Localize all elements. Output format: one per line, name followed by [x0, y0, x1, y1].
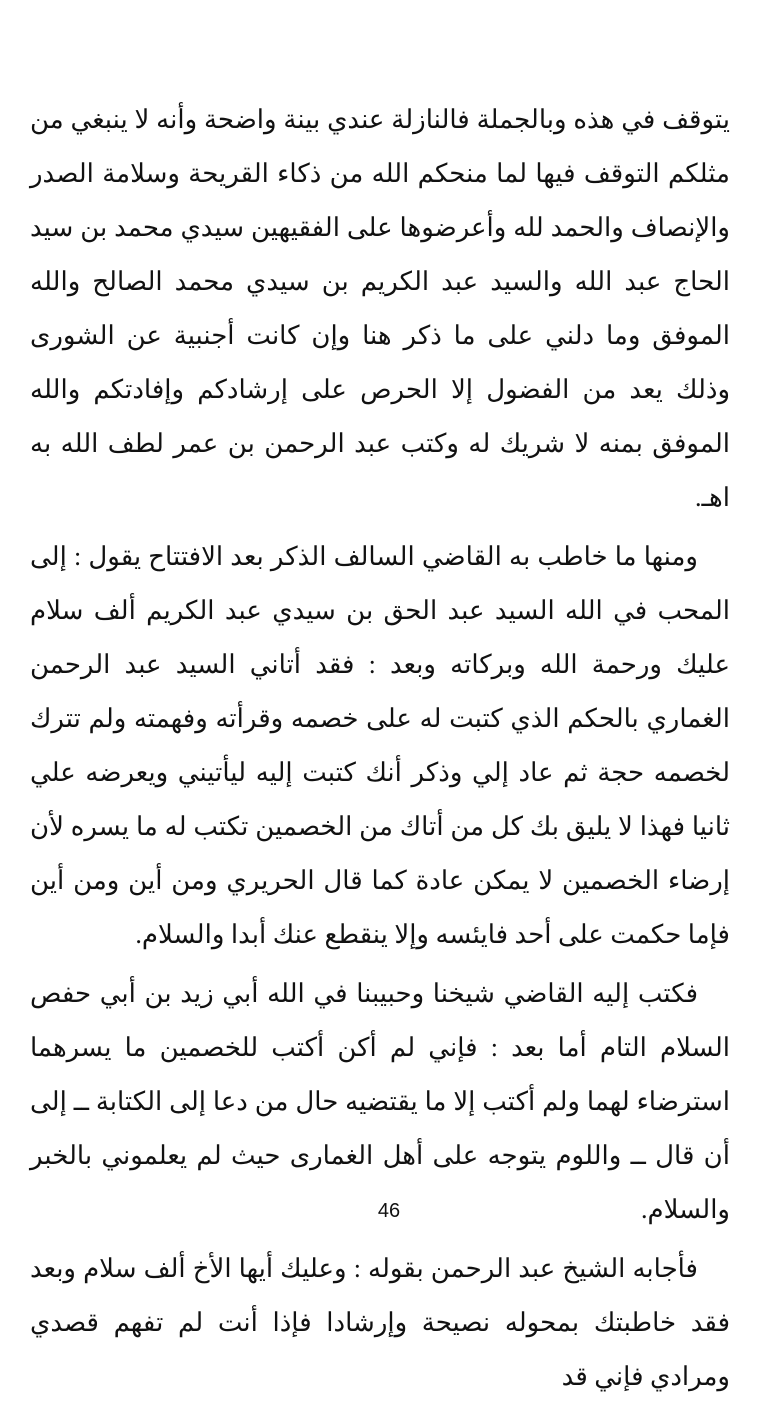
page-number: 46	[377, 1200, 401, 1222]
paragraph: يتوقف في هذه وبالجملة فالنازلة عندي بينة واضحة وأنه لا ينبغي من مثلكم التوقف فيها لما منحكم الله من ذكاء القريحة وسلامة الصدر والإنصاف والحمد لله وأعرضوها على الفقيهين سيدي محمد بن سيد الحاج عبد الله والسيد عبد الكريم بن سيدي محمد الصالح والله الموفق وما دلني على ما ذكر هنا وإن كانت أجنبية عن الشورى وذلك يعد من الفضول إلا الحرص على إرشادكم وإفادتكم والله الموفق بمنه لا شريك له وكتب عبد الرحمن بن عمر لطف الله به اهـ.	[30, 105, 730, 512]
paragraph: فأجابه الشيخ عبد الرحمن بقوله : وعليك أيها الأخ ألف سلام وبعد فقد خاطبتك بمحوله نصيحة وإرشادا فإذا أنت لم تفهم قصدي ومرادي فإني قد	[30, 1254, 730, 1391]
paragraph: فكتب إليه القاضي شيخنا وحبيبنا في الله أبي زيد بن أبي حفص السلام التام أما بعد : فإني لم أكن أكتب للخصمين ما يسرهما استرضاء لهما ولم أكتب إلا ما يقتضيه حال من دعا إلى الكتابة ــ إلى أن قال ــ واللوم يتوجه على أهل الغمارى حيث لم يعلموني بالخبر والسلام.	[30, 979, 730, 1224]
paragraph: ومنها ما خاطب به القاضي السالف الذكر بعد الافتتاح يقول : إلى المحب في الله السيد عبد الحق بن سيدي عبد الكريم ألف سلام عليك ورحمة الله وبركاته وبعد : فقد أتاني السيد عبد الرحمن الغماري بالحكم الذي كتبت له على خصمه وقرأته وفهمته ولم تترك لخصمه حجة ثم عاد إلي وذكر أنك كتبت إليه ليأتيني ويعرضه علي ثانيا فهذا لا يليق بك كل من أتاك من الخصمين تكتب له ما يسره لأن إرضاء الخصمين لا يمكن عادة كما قال الحريري ومن أين ومن أين فإما حكمت على أحد فايئسه وإلا ينقطع عنك أبدا والسلام.	[30, 542, 730, 949]
